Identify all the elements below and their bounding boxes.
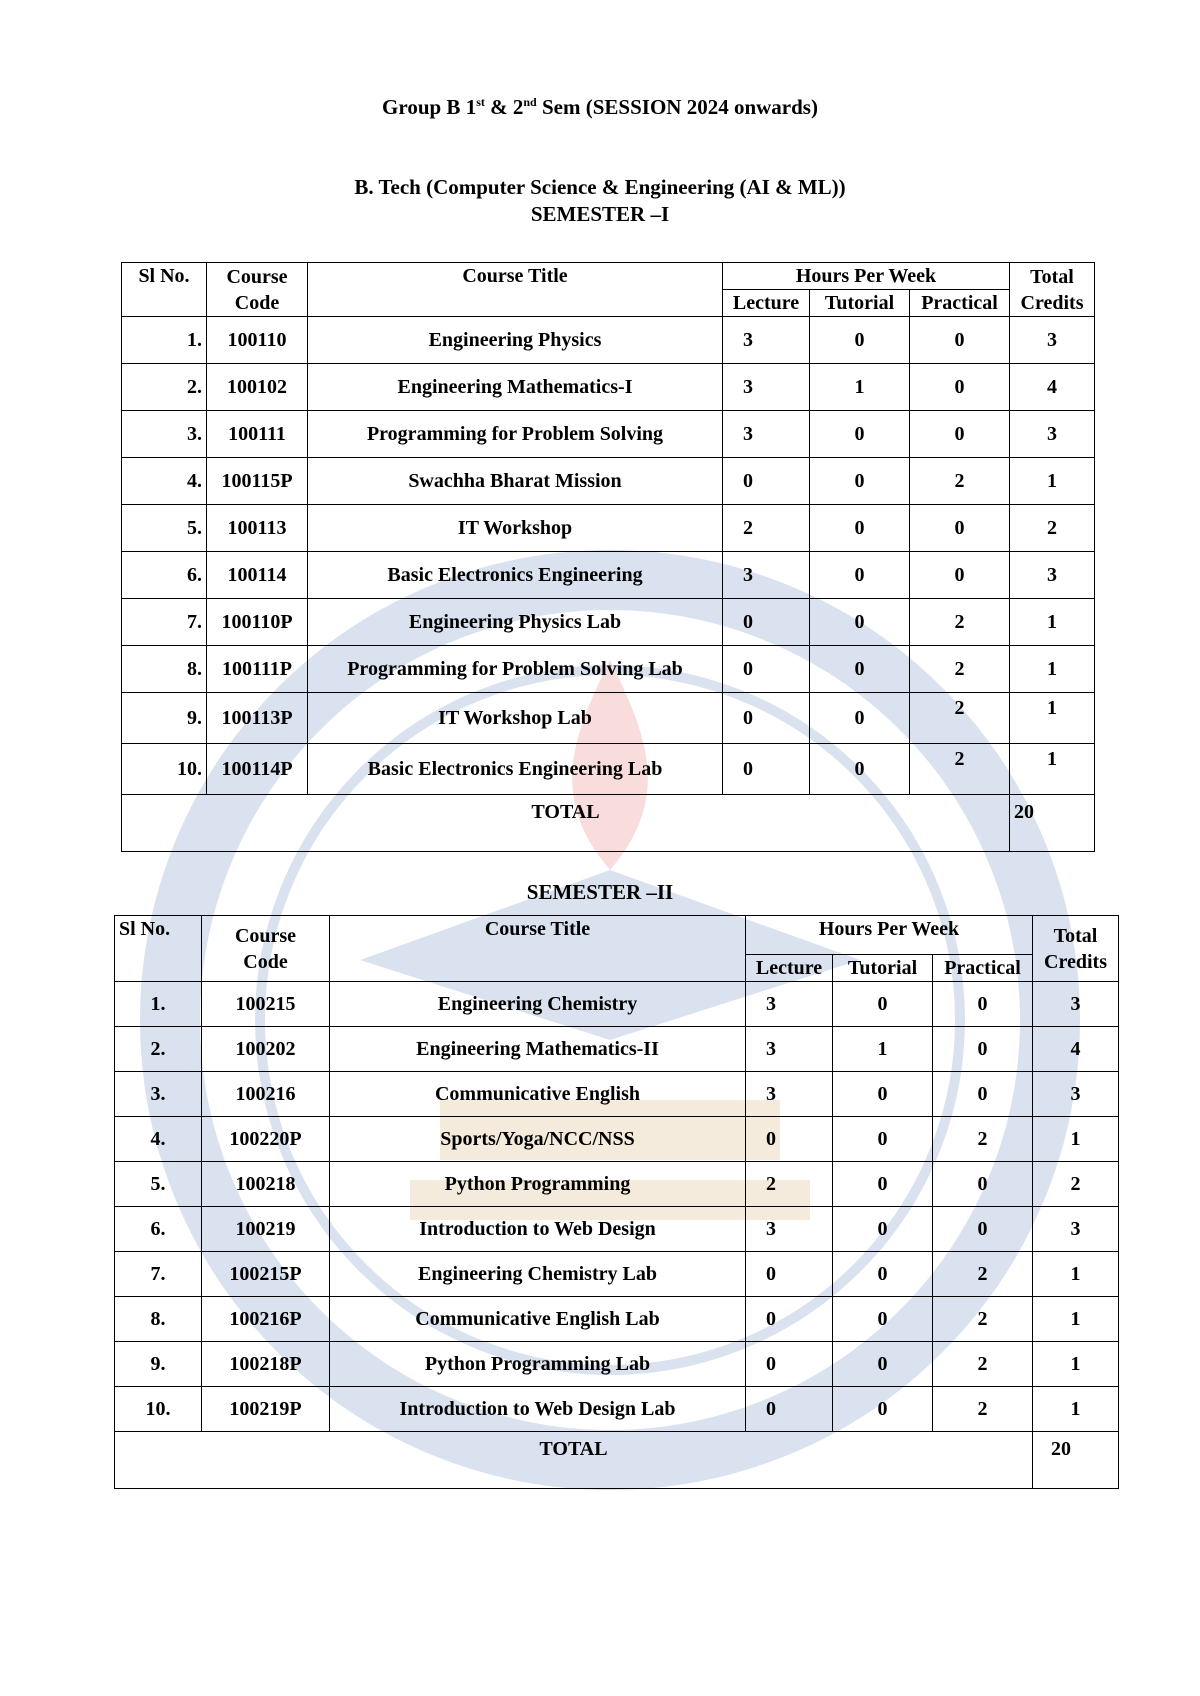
tutorial-cell: 1 <box>810 364 910 411</box>
tutorial-cell: 0 <box>810 646 910 693</box>
tutorial-cell: 0 <box>833 1162 933 1207</box>
table-row <box>115 1342 1119 1387</box>
col-course-title-2: Course Title <box>330 916 746 982</box>
table-row <box>115 1072 1119 1117</box>
practical-cell: 2 <box>910 693 1010 744</box>
course-title-cell: Communicative English <box>330 1072 746 1117</box>
col-lecture: Lecture <box>723 290 810 317</box>
course-code-cell: 100218 <box>202 1162 330 1207</box>
sl-no-cell: 7. <box>122 599 207 646</box>
practical-cell: 2 <box>910 599 1010 646</box>
tutorial-cell: 0 <box>833 1072 933 1117</box>
sl-no-cell: 1. <box>122 317 207 364</box>
tutorial-cell: 0 <box>810 317 910 364</box>
credits-cell: 4 <box>1033 1027 1119 1072</box>
col-course-code-2: Course Code <box>202 916 330 982</box>
practical-cell: 0 <box>933 1027 1033 1072</box>
sl-no-cell: 8. <box>122 646 207 693</box>
tutorial-cell: 0 <box>833 1297 933 1342</box>
credits-cell: 3 <box>1033 1207 1119 1252</box>
course-title-cell: Swachha Bharat Mission <box>308 458 723 505</box>
lecture-cell: 3 <box>746 1027 833 1072</box>
course-title-cell: Engineering Physics Lab <box>308 599 723 646</box>
course-title-cell: Engineering Physics <box>308 317 723 364</box>
practical-cell: 2 <box>933 1342 1033 1387</box>
course-code-cell: 100110 <box>207 317 308 364</box>
sl-no-cell: 5. <box>122 505 207 552</box>
tutorial-cell: 0 <box>833 1387 933 1432</box>
table-row <box>122 364 1095 411</box>
col-practical-2: Practical <box>933 955 1033 982</box>
tutorial-cell: 1 <box>833 1027 933 1072</box>
practical-cell: 0 <box>910 411 1010 458</box>
credits-cell: 1 <box>1010 458 1095 505</box>
col-practical: Practical <box>910 290 1010 317</box>
sl-no-cell: 4. <box>115 1117 202 1162</box>
practical-cell: 2 <box>910 744 1010 795</box>
course-code-cell: 100113P <box>207 693 308 744</box>
practical-cell: 0 <box>910 317 1010 364</box>
course-code-cell: 100220P <box>202 1117 330 1162</box>
table-row <box>122 458 1095 505</box>
credits-cell: 1 <box>1010 693 1095 744</box>
credits-cell: 1 <box>1033 1342 1119 1387</box>
tutorial-cell: 0 <box>810 411 910 458</box>
practical-cell: 0 <box>910 364 1010 411</box>
course-title-cell: Python Programming Lab <box>330 1342 746 1387</box>
table-row <box>115 1387 1119 1432</box>
table-row <box>115 1252 1119 1297</box>
course-title-cell: Programming for Problem Solving <box>308 411 723 458</box>
course-title-cell: Programming for Problem Solving Lab <box>308 646 723 693</box>
course-code-cell: 100114 <box>207 552 308 599</box>
lecture-cell: 3 <box>723 317 810 364</box>
practical-cell: 0 <box>933 1072 1033 1117</box>
course-title-cell: Engineering Mathematics-I <box>308 364 723 411</box>
practical-cell: 0 <box>910 505 1010 552</box>
tutorial-cell: 0 <box>810 599 910 646</box>
course-code-cell: 100110P <box>207 599 308 646</box>
semester-2-rows <box>115 982 1119 1432</box>
practical-cell: 0 <box>933 1162 1033 1207</box>
semester-1-total-credits: 20 <box>1010 795 1095 852</box>
sl-no-cell: 3. <box>122 411 207 458</box>
sl-no-cell: 2. <box>122 364 207 411</box>
tutorial-cell: 0 <box>833 1342 933 1387</box>
course-code-cell: 100218P <box>202 1342 330 1387</box>
course-code-cell: 100202 <box>202 1027 330 1072</box>
table-row <box>122 599 1095 646</box>
credits-cell: 1 <box>1033 1252 1119 1297</box>
tutorial-cell: 0 <box>833 1252 933 1297</box>
sl-no-cell: 5. <box>115 1162 202 1207</box>
course-code-cell: 100111P <box>207 646 308 693</box>
course-title-cell: Engineering Chemistry <box>330 982 746 1027</box>
course-title-cell: Engineering Chemistry Lab <box>330 1252 746 1297</box>
course-title-cell: Communicative English Lab <box>330 1297 746 1342</box>
lecture-cell: 0 <box>746 1342 833 1387</box>
table-row <box>115 1117 1119 1162</box>
table-row <box>122 411 1095 458</box>
course-code-cell: 100216 <box>202 1072 330 1117</box>
course-code-cell: 100216P <box>202 1297 330 1342</box>
course-title-cell: IT Workshop <box>308 505 723 552</box>
credits-cell: 1 <box>1010 646 1095 693</box>
lecture-cell: 2 <box>723 505 810 552</box>
col-course-code: Course Code <box>207 263 308 317</box>
course-title-cell: Basic Electronics Engineering Lab <box>308 744 723 795</box>
credits-cell: 3 <box>1010 317 1095 364</box>
practical-cell: 2 <box>933 1252 1033 1297</box>
col-lecture-2: Lecture <box>746 955 833 982</box>
practical-cell: 0 <box>910 552 1010 599</box>
table-row <box>122 744 1095 795</box>
lecture-cell: 0 <box>723 646 810 693</box>
sl-no-cell: 3. <box>115 1072 202 1117</box>
table-row <box>122 646 1095 693</box>
col-hours-per-week: Hours Per Week <box>723 263 1010 290</box>
course-code-cell: 100111 <box>207 411 308 458</box>
credits-cell: 3 <box>1033 982 1119 1027</box>
practical-cell: 2 <box>933 1387 1033 1432</box>
lecture-cell: 0 <box>723 599 810 646</box>
tutorial-cell: 0 <box>833 982 933 1027</box>
table-row <box>122 505 1095 552</box>
semester-2-total-label: TOTAL <box>115 1432 1033 1489</box>
credits-cell: 1 <box>1033 1387 1119 1432</box>
semester-2-title: SEMESTER –II <box>526 880 674 904</box>
course-title-cell: Introduction to Web Design <box>330 1207 746 1252</box>
credits-cell: 3 <box>1010 552 1095 599</box>
sl-no-cell: 7. <box>115 1252 202 1297</box>
credits-cell: 3 <box>1010 411 1095 458</box>
course-code-cell: 100115P <box>207 458 308 505</box>
col-sl-no-2: Sl No. <box>115 916 202 982</box>
lecture-cell: 3 <box>723 364 810 411</box>
sl-no-cell: 9. <box>115 1342 202 1387</box>
course-title-cell: Sports/Yoga/NCC/NSS <box>330 1117 746 1162</box>
col-total-credits: Total Credits <box>1010 263 1095 317</box>
col-tutorial-2: Tutorial <box>833 955 933 982</box>
course-title-cell: Engineering Mathematics-II <box>330 1027 746 1072</box>
credits-cell: 2 <box>1010 505 1095 552</box>
table-row <box>115 1297 1119 1342</box>
course-title-cell: Basic Electronics Engineering <box>308 552 723 599</box>
course-code-cell: 100102 <box>207 364 308 411</box>
lecture-cell: 3 <box>746 1207 833 1252</box>
practical-cell: 2 <box>933 1117 1033 1162</box>
credits-cell: 3 <box>1033 1072 1119 1117</box>
lecture-cell: 0 <box>723 693 810 744</box>
lecture-cell: 2 <box>746 1162 833 1207</box>
table-row <box>122 317 1095 364</box>
lecture-cell: 0 <box>746 1252 833 1297</box>
sl-no-cell: 9. <box>122 693 207 744</box>
practical-cell: 2 <box>910 646 1010 693</box>
document-title: Group B 1st & 2nd Sem (SESSION 2024 onwards) <box>382 95 818 119</box>
credits-cell: 2 <box>1033 1162 1119 1207</box>
practical-cell: 2 <box>910 458 1010 505</box>
table-row <box>122 552 1095 599</box>
col-tutorial: Tutorial <box>810 290 910 317</box>
credits-cell: 1 <box>1033 1297 1119 1342</box>
table-row <box>122 693 1095 744</box>
lecture-cell: 3 <box>723 552 810 599</box>
practical-cell: 0 <box>933 1207 1033 1252</box>
tutorial-cell: 0 <box>810 505 910 552</box>
semester-1-total-label: TOTAL <box>122 795 1010 852</box>
practical-cell: 2 <box>933 1297 1033 1342</box>
table-row <box>115 1027 1119 1072</box>
col-sl-no: Sl No. <box>122 263 207 317</box>
sl-no-cell: 2. <box>115 1027 202 1072</box>
tutorial-cell: 0 <box>833 1117 933 1162</box>
lecture-cell: 0 <box>723 744 810 795</box>
semester-1-rows <box>122 317 1095 795</box>
table-row <box>115 982 1119 1027</box>
credits-cell: 1 <box>1010 599 1095 646</box>
lecture-cell: 3 <box>746 1072 833 1117</box>
course-code-cell: 100114P <box>207 744 308 795</box>
credits-cell: 1 <box>1010 744 1095 795</box>
tutorial-cell: 0 <box>810 744 910 795</box>
lecture-cell: 0 <box>746 1297 833 1342</box>
semester-2-table <box>114 915 1119 1489</box>
semester-1-table <box>121 262 1095 852</box>
lecture-cell: 0 <box>723 458 810 505</box>
credits-cell: 1 <box>1033 1117 1119 1162</box>
sl-no-cell: 8. <box>115 1297 202 1342</box>
sl-no-cell: 6. <box>115 1207 202 1252</box>
table-row <box>115 1162 1119 1207</box>
sl-no-cell: 10. <box>115 1387 202 1432</box>
sl-no-cell: 10. <box>122 744 207 795</box>
tutorial-cell: 0 <box>810 552 910 599</box>
lecture-cell: 3 <box>746 982 833 1027</box>
table-row <box>115 1207 1119 1252</box>
course-code-cell: 100215P <box>202 1252 330 1297</box>
course-title-cell: Introduction to Web Design Lab <box>330 1387 746 1432</box>
lecture-cell: 0 <box>746 1117 833 1162</box>
course-code-cell: 100219 <box>202 1207 330 1252</box>
sl-no-cell: 6. <box>122 552 207 599</box>
tutorial-cell: 0 <box>833 1207 933 1252</box>
course-code-cell: 100215 <box>202 982 330 1027</box>
lecture-cell: 0 <box>746 1387 833 1432</box>
course-title-cell: Python Programming <box>330 1162 746 1207</box>
tutorial-cell: 0 <box>810 458 910 505</box>
course-code-cell: 100113 <box>207 505 308 552</box>
tutorial-cell: 0 <box>810 693 910 744</box>
credits-cell: 4 <box>1010 364 1095 411</box>
col-course-title: Course Title <box>308 263 723 317</box>
col-hours-per-week-2: Hours Per Week <box>746 916 1033 955</box>
col-total-credits-2: Total Credits <box>1033 916 1119 982</box>
program-title: B. Tech (Computer Science & Engineering (AI & ML)) <box>354 175 846 199</box>
course-code-cell: 100219P <box>202 1387 330 1432</box>
lecture-cell: 3 <box>723 411 810 458</box>
semester-2-total-credits: 20 <box>1033 1432 1119 1489</box>
sl-no-cell: 1. <box>115 982 202 1027</box>
practical-cell: 0 <box>933 982 1033 1027</box>
sl-no-cell: 4. <box>122 458 207 505</box>
course-title-cell: IT Workshop Lab <box>308 693 723 744</box>
semester-1-title: SEMESTER –I <box>530 202 670 226</box>
